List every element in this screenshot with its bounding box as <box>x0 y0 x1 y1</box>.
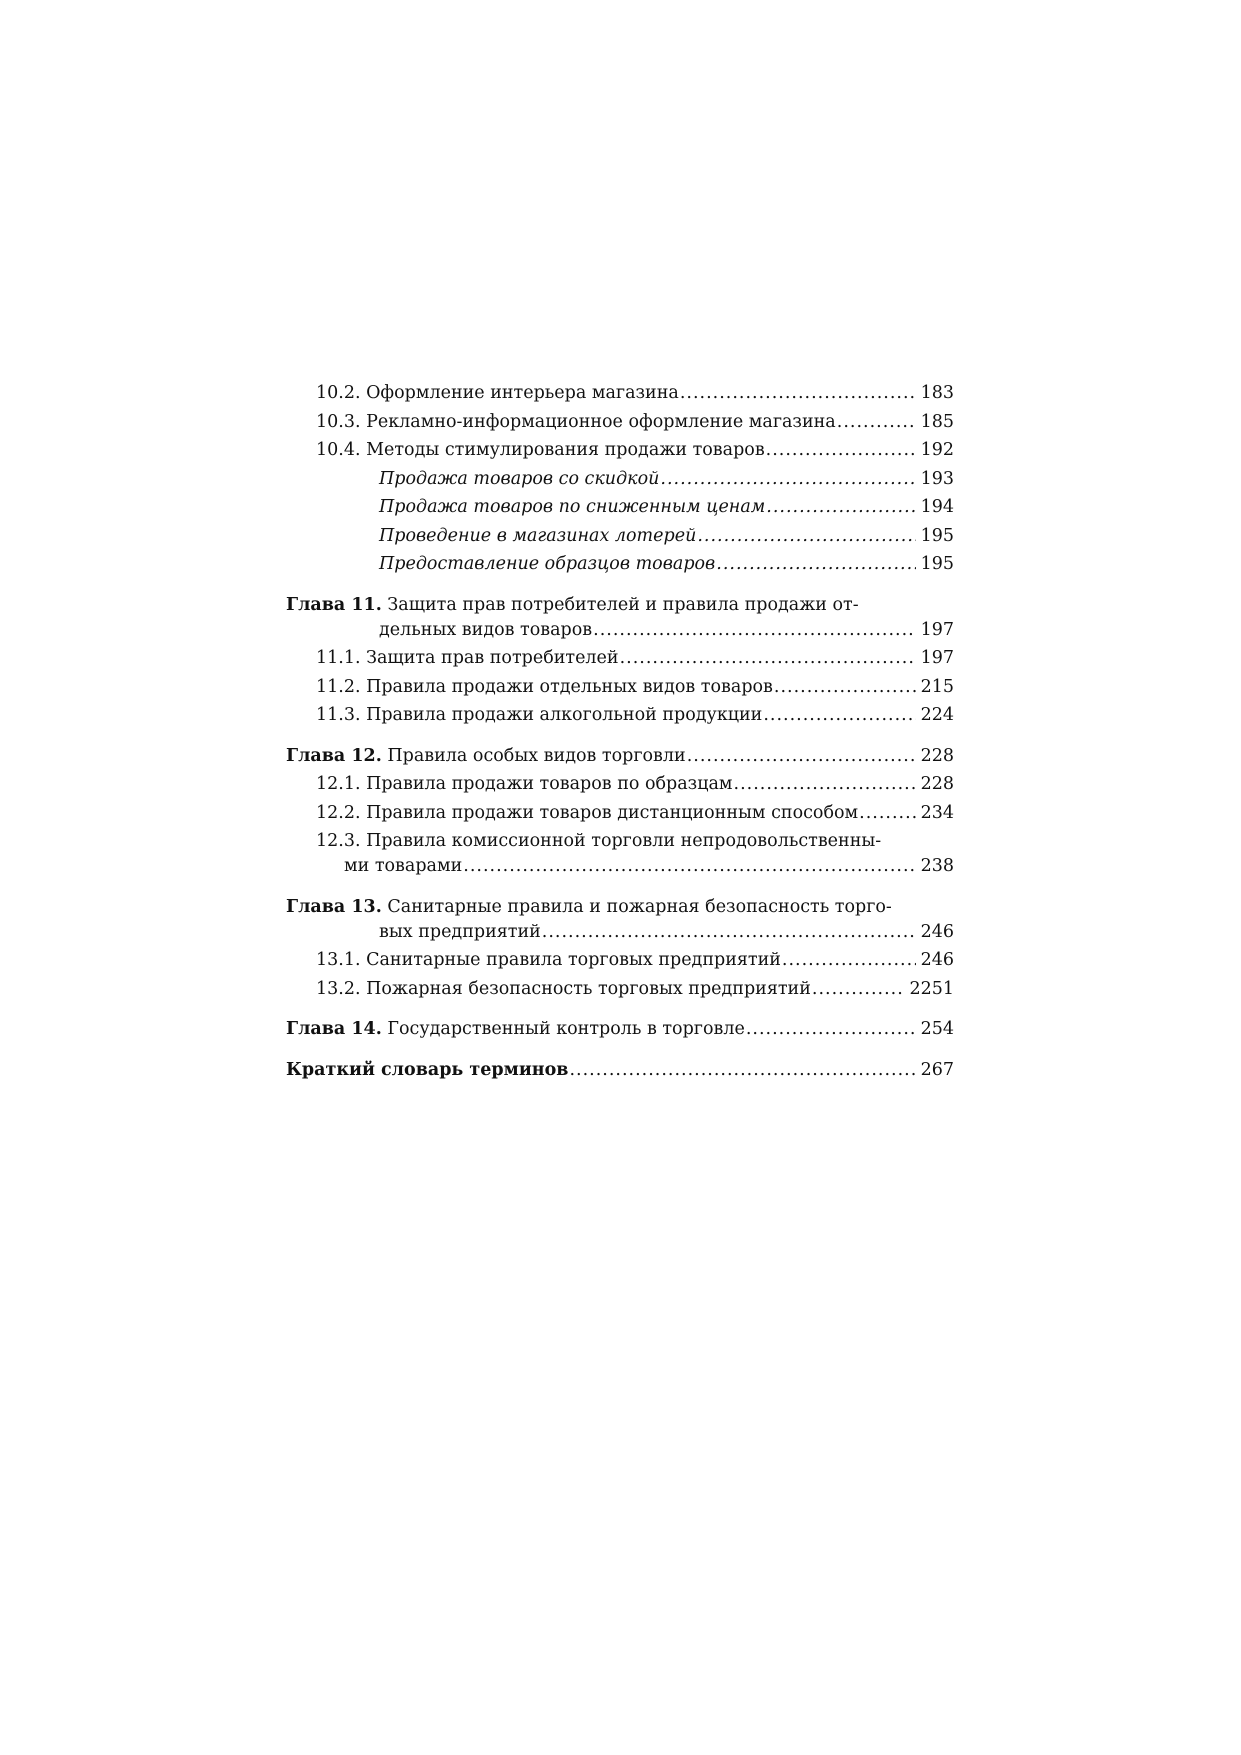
table-of-contents <box>286 383 954 1088</box>
toc-page-number: 185 <box>920 411 954 432</box>
toc-chapter-12[interactable] <box>286 746 954 775</box>
toc-entry[interactable] <box>286 831 954 885</box>
leader-dots <box>680 383 916 403</box>
toc-page-number: 194 <box>920 497 954 517</box>
toc-entry[interactable] <box>286 554 954 583</box>
chapter-title-line2: дельных видов товаров <box>379 619 593 640</box>
toc-page-number: 195 <box>920 525 954 546</box>
toc-page-number: 234 <box>920 802 954 823</box>
toc-entry-title: 10.2. Оформление интерьера магазина <box>316 383 679 403</box>
leader-dots <box>774 677 916 697</box>
toc-entry[interactable] <box>286 677 954 706</box>
leader-dots <box>687 746 916 766</box>
toc-page-number: 197 <box>920 619 954 640</box>
toc-entry-title: 12.2. Правила продажи товаров дистанционным способом <box>316 802 859 823</box>
toc-page-number: 267 <box>920 1059 954 1080</box>
toc-entry[interactable] <box>286 705 954 734</box>
chapter-label: Глава 11. <box>286 594 382 615</box>
leader-dots <box>812 979 906 999</box>
toc-page-number: 197 <box>920 648 954 668</box>
chapter-label: Глава 13. <box>286 896 382 917</box>
toc-entry[interactable] <box>286 648 954 677</box>
toc-page-number: 254 <box>920 1019 954 1039</box>
toc-page-number: 228 <box>920 774 954 794</box>
toc-chapter-11[interactable] <box>286 595 954 649</box>
leader-dots <box>763 705 916 725</box>
chapter-title-line2: вых предприятий <box>379 921 541 942</box>
leader-dots <box>837 412 916 432</box>
chapter-title: Правила особых видов торговли <box>387 745 686 766</box>
toc-entry-title: Продажа товаров по сниженным ценам <box>379 497 766 517</box>
toc-entry[interactable] <box>286 497 954 526</box>
toc-entry-title: 11.3. Правила продажи алкогольной продукции <box>316 705 763 725</box>
toc-entry-title: Проведение в магазинах лотерей <box>379 525 697 546</box>
leader-dots <box>859 803 916 823</box>
toc-entry-title: 11.2. Правила продажи отдельных видов товаров <box>316 676 773 697</box>
toc-entry[interactable] <box>286 774 954 803</box>
chapter-label: Глава 14. <box>286 1019 382 1039</box>
toc-entry-title: 10.4. Методы стимулирования продажи товаров <box>316 440 765 460</box>
leader-dots <box>697 526 916 546</box>
leader-dots <box>463 856 916 876</box>
toc-page-number: 246 <box>920 950 954 970</box>
toc-entry-title: 10.3. Рекламно-информационное оформление магазина <box>316 411 836 432</box>
toc-entry-title: 12.1. Правила продажи товаров по образцам <box>316 774 733 794</box>
toc-page-number: 192 <box>920 440 954 460</box>
chapter-title: Государственный контроль в торговле <box>387 1019 745 1039</box>
leader-dots <box>746 1019 916 1039</box>
leader-dots <box>569 1060 916 1080</box>
chapter-title-line1: Защита прав потребителей и правила продажи от- <box>387 594 859 615</box>
toc-page-number: 228 <box>920 745 954 766</box>
chapter-title-line1: Санитарные правила и пожарная безопасность торго- <box>387 896 892 917</box>
toc-page-number: 215 <box>920 676 954 697</box>
toc-entry[interactable] <box>286 440 954 469</box>
toc-glossary[interactable] <box>286 1060 954 1089</box>
toc-chapter-14[interactable] <box>286 1019 954 1048</box>
leader-dots <box>620 648 916 668</box>
chapter-label: Глава 12. <box>286 745 382 766</box>
toc-entry[interactable] <box>286 526 954 555</box>
leader-dots <box>660 469 916 489</box>
leader-dots <box>766 440 916 460</box>
leader-dots <box>782 950 916 970</box>
toc-entry[interactable] <box>286 412 954 441</box>
toc-entry-title-line2: ми товарами <box>344 856 463 876</box>
toc-entry[interactable] <box>286 383 954 412</box>
toc-entry-title: 11.1. Защита прав потребителей <box>316 648 619 668</box>
toc-entry[interactable] <box>286 469 954 498</box>
toc-page-number: 2251 <box>909 978 954 999</box>
toc-entry-title: Предоставление образцов товаров <box>379 554 716 574</box>
leader-dots <box>734 774 916 794</box>
toc-page-number: 246 <box>920 921 954 942</box>
toc-page-number: 238 <box>920 856 954 876</box>
toc-entry[interactable] <box>286 803 954 832</box>
toc-entry-title: Продажа товаров со скидкой <box>379 468 660 489</box>
toc-entry-title: 13.2. Пожарная безопасность торговых предприятий <box>316 978 811 999</box>
toc-page-number: 195 <box>920 554 954 574</box>
leader-dots <box>766 497 916 517</box>
leader-dots <box>542 922 916 942</box>
toc-page-number: 183 <box>920 383 954 403</box>
toc-entry-title: 13.1. Санитарные правила торговых предприятий <box>316 950 781 970</box>
leader-dots <box>593 620 916 640</box>
toc-page-number: 193 <box>920 468 954 489</box>
leader-dots <box>716 554 916 574</box>
toc-entry-title-line1: 12.3. Правила комиссионной торговли непродовольственны- <box>316 831 882 851</box>
toc-entry[interactable] <box>286 979 954 1008</box>
toc-page-number: 224 <box>920 705 954 725</box>
toc-entry[interactable] <box>286 950 954 979</box>
glossary-title: Краткий словарь терминов <box>286 1059 569 1080</box>
toc-chapter-13[interactable] <box>286 897 954 951</box>
